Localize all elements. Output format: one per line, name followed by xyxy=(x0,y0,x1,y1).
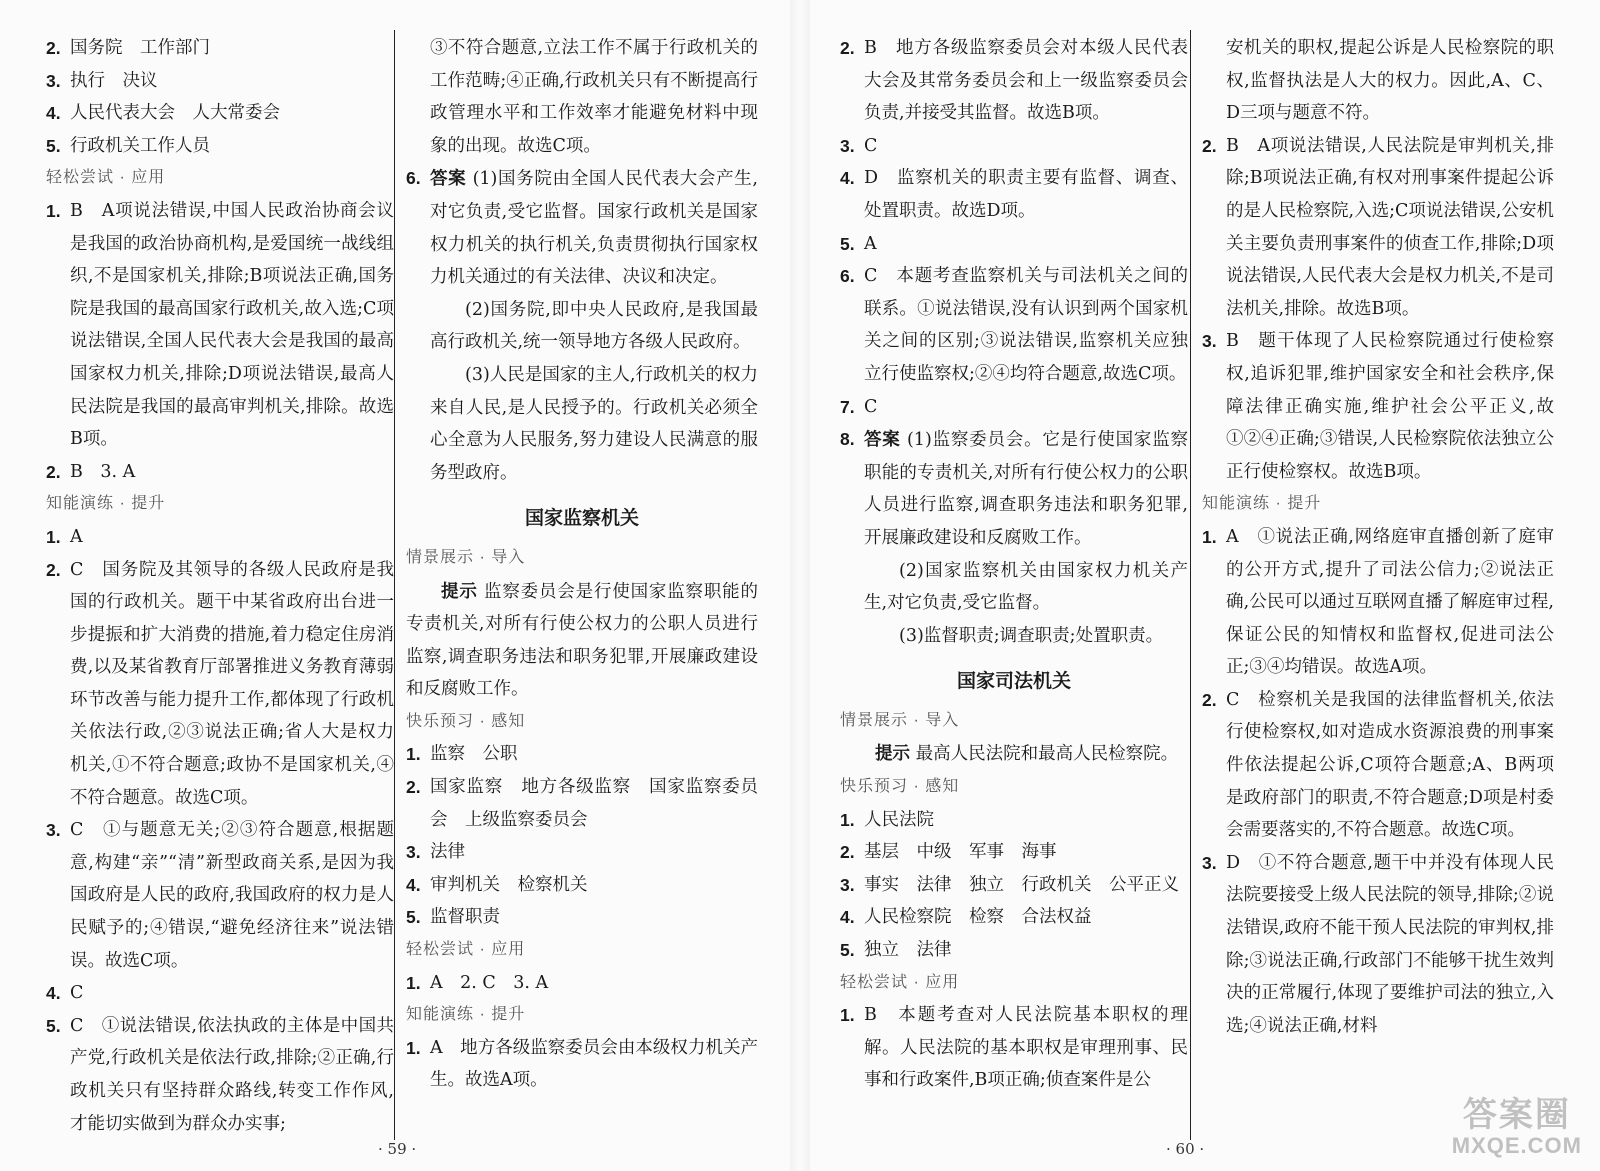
tip-label: 提示 xyxy=(441,580,478,601)
item-text: D ①不符合题意,题干中并没有体现人民法院要接受上级人民法院的领导,排除;②说法错误,政府不能干预人民法院的审判权,排除;③说法正确,行政部门不能够干扰生效判决的正常履行,体现了要维护司法的独立,入选;④说法正确,材料 xyxy=(1226,852,1554,1036)
item-number: 6. xyxy=(840,266,855,287)
item-number: 2. xyxy=(46,38,61,58)
section-label: 知能演练 · 提升 xyxy=(1202,495,1322,513)
answer-list-item xyxy=(46,554,394,815)
page-number: · 60 · xyxy=(1166,1140,1205,1158)
item-text: 监督职责 xyxy=(430,907,500,928)
section-label: 快乐预习 · 感知 xyxy=(840,778,960,796)
item-text: (1)国务院由全国人民代表大会产生,对它负责,受它监督。国家行政机关是国家权力机关的执行机关,负责贯彻执行国家权力机关通过的有关法律、决议和决定。 xyxy=(430,169,758,288)
section-label: 情景展示 · 导入 xyxy=(406,548,526,566)
column-divider xyxy=(1190,30,1191,1140)
continued-text: 安机关的职权,提起公诉是人民检察院的职权,监督执法是人大的权力。因此,A、C、D三项与题意不符。 xyxy=(1226,38,1554,124)
answer-label: 答案 xyxy=(864,429,901,450)
answer-list-item xyxy=(840,162,1188,227)
page-number: · 59 · xyxy=(378,1140,417,1158)
item-number: 1. xyxy=(406,1037,421,1058)
item-text: C ①与题意无关;②③符合题意,根据题意,构建“亲”“清”新型政商关系,是因为我国政府是人民的政府,我国政府的权力是人民赋予的;④错误,“避免经济往来”说法错误。故选C项。 xyxy=(70,820,394,971)
item-text: C xyxy=(864,135,878,156)
watermark-logo xyxy=(1452,1098,1582,1157)
answer-list-item xyxy=(840,836,1188,869)
item-text: B 地方各级监察委员会对本级人民代表大会及其常务委员会和上一级监察委员会负责,并接受其监督。故选B项。 xyxy=(864,38,1188,124)
item-text: A 2. C 3. A xyxy=(430,972,549,993)
answer-subparagraph: (2)国务院,即中央人民政府,是我国最高行政机关,统一领导地方各级人民政府。 xyxy=(430,299,758,353)
section-label: 轻松尝试 · 应用 xyxy=(46,169,166,187)
item-number: 2. xyxy=(406,777,421,798)
answer-list-item xyxy=(46,97,394,130)
item-text: C 检察机关是我国的法律监督机关,依法行使检察权,如对造成水资源浪费的刑事案件依法提起公诉,C项符合题意;A、B两项是政府部门的职责,不符合题意;D项是村委会需要落实的,不符合题意。故选C项。 xyxy=(1226,689,1554,841)
item-text: 事实 法律 独立 行政机关 公平正义 xyxy=(864,874,1179,895)
item-text: 人民代表大会 人大常委会 xyxy=(70,103,280,124)
answer-item xyxy=(406,162,758,293)
item-text: D 监察机关的职责主要有监督、调查、处置职责。故选D项。 xyxy=(864,168,1188,221)
item-number: 1. xyxy=(46,526,61,547)
answer-list-item xyxy=(840,32,1188,130)
section-label: 情景展示 · 导入 xyxy=(840,711,960,729)
item-number: 1. xyxy=(840,809,855,830)
item-number: 5. xyxy=(46,135,61,156)
answer-list-item xyxy=(406,738,758,771)
item-number: 8. xyxy=(840,429,855,450)
section-label: 快乐预习 · 感知 xyxy=(406,712,526,730)
answer-list-item xyxy=(1202,325,1554,488)
item-number: 4. xyxy=(840,907,855,928)
answer-list-item xyxy=(840,804,1188,837)
item-number: 3. xyxy=(46,70,61,91)
watermark-url: MXQE.COM xyxy=(1451,1132,1582,1158)
answer-list-item xyxy=(840,260,1188,390)
item-text: B 题干体现了人民检察院通过行使检察权,追诉犯罪,维护国家安全和社会秩序,保障法律正确实施,维护社会公平正义,故①②④正确;③错误,人民检察院依法独立公正行使检察权。故选B项。 xyxy=(1226,331,1554,482)
item-text: 国务院 工作部门 xyxy=(70,38,210,58)
item-text: 基层 中级 军事 海事 xyxy=(864,842,1057,863)
answer-list-item xyxy=(46,814,394,977)
item-text: 行政机关工作人员 xyxy=(70,135,210,156)
answer-list-item xyxy=(1202,684,1554,847)
lesson-heading: 国家司法机关 xyxy=(956,671,1071,693)
item-number: 4. xyxy=(406,874,421,895)
item-number: 4. xyxy=(46,103,61,124)
tip-label: 提示 xyxy=(875,743,910,764)
item-text: A ①说法正确,网络庭审直播创新了庭审的公开方式,提升了司法公信力;②说法正确,公民可以通过互联网直播了解庭审过程,保证公民的知情权和监督权,促进司法公正;③④均错误。故选A项。 xyxy=(1226,526,1554,678)
answer-list-item xyxy=(1202,521,1554,684)
right-page-column-1 xyxy=(840,32,1188,1097)
item-number: 1. xyxy=(406,744,421,765)
item-text: C xyxy=(864,396,878,417)
answer-list-item xyxy=(406,1032,758,1097)
column-divider xyxy=(394,30,395,1140)
page-gutter xyxy=(790,0,810,1171)
watermark-text: 答案圈 xyxy=(1462,1096,1571,1135)
answer-list-item xyxy=(46,130,394,163)
answer-list-item xyxy=(46,195,394,456)
item-text: C xyxy=(70,983,84,1004)
section-label: 轻松尝试 · 应用 xyxy=(406,941,526,959)
item-text: C 国务院及其领导的各级人民政府是我国的行政机关。题干中某省政府出台进一步提振和扩大消费的措施,着力稳定住房消费,以及某省教育厅部署推进义务教育薄弱环节改善与能力提升工作,都体现了行政机关依法行政,②③说法正确;省人大是权力机关,①不符合题意;政协不是国家机关,④不符合题意。故选C项。 xyxy=(70,559,394,808)
item-text: 审判机关 检察机关 xyxy=(430,874,588,895)
item-text: B A项说法错误,人民法院是审判机关,排除;B项说法正确,有权对刑事案件提起公诉的是人民检察院,入选;C项说法错误,公安机关主要负责刑事案件的侦查工作,排除;D项说法错误,人民代表大会是权力机关,不是司法机关,排除。故选B项。 xyxy=(1226,135,1554,319)
answer-list-item xyxy=(840,228,1188,261)
item-text: 监察 公职 xyxy=(430,744,518,765)
item-number: 2. xyxy=(1202,135,1217,156)
item-text: A 地方各级监察委员会由本级权力机关产生。故选A项。 xyxy=(430,1037,758,1091)
tip-paragraph xyxy=(840,737,1188,771)
answer-label: 答案 xyxy=(430,168,467,189)
answer-list-item xyxy=(406,869,758,902)
left-page xyxy=(0,0,790,1171)
item-number: 3. xyxy=(840,874,855,895)
item-number: 5. xyxy=(840,940,855,961)
item-number: 2. xyxy=(46,461,61,482)
item-text: 独立 法律 xyxy=(864,940,952,961)
answer-list-item xyxy=(840,869,1188,902)
answer-list-item xyxy=(46,456,394,489)
item-text: (1)监察委员会。它是行使国家监察职能的专责机关,对所有行使公权力的公职人员进行监察,调查职务违法和职务犯罪,开展廉政建设和反腐败工作。 xyxy=(864,430,1188,548)
answer-subparagraph: (3)监督职责;调查职责;处置职责。 xyxy=(899,625,1164,646)
item-number: 4. xyxy=(46,983,61,1004)
item-text: 人民检察院 检察 合法权益 xyxy=(864,907,1092,928)
item-number: 2. xyxy=(1202,689,1217,710)
answer-subparagraph: (2)国家监察机关由国家权力机关产生,对它负责,受它监督。 xyxy=(864,560,1188,614)
item-number: 1. xyxy=(406,972,421,993)
left-page-column-2 xyxy=(406,32,758,1097)
item-text: 执行 决议 xyxy=(70,70,158,91)
tip-text: 最高人民法院和最高人民检察院。 xyxy=(915,744,1179,765)
tip-paragraph xyxy=(406,575,758,706)
item-number: 2. xyxy=(840,38,855,58)
item-text: 法律 xyxy=(430,842,465,863)
item-number: 2. xyxy=(840,842,855,863)
right-page-column-2 xyxy=(1202,32,1554,1042)
left-page-column-1 xyxy=(46,32,394,1140)
lesson-heading: 国家监察机关 xyxy=(524,508,639,530)
item-number: 3. xyxy=(406,842,421,863)
item-number: 3. xyxy=(1202,331,1217,352)
answer-list-item xyxy=(406,901,758,934)
item-number: 5. xyxy=(840,233,855,254)
continued-text: ③不符合题意,立法工作不属于行政机关的工作范畴;④正确,行政机关只有不断提高行政管理水平和工作效率才能避免材料中现象的出现。故选C项。 xyxy=(430,38,758,156)
item-text: B A项说法错误,中国人民政治协商会议是我国的政治协商机构,是爱国统一战线组织,不是国家机关,排除;B项说法正确,国务院是我国的最高国家行政机关,故入选;C项说法错误,全国人民代表大会是我国的最高国家权力机关,排除;D项说法错误,最高人民法院是我国的最高审判机关,排除。故选B项。 xyxy=(70,200,394,450)
section-label: 轻松尝试 · 应用 xyxy=(840,973,960,991)
item-text: C ①说法错误,依法执政的主体是中国共产党,行政机关是依法行政,排除;②正确,行政机关只有坚持群众路线,转变工作作风,才能切实做到为群众办实事; xyxy=(70,1015,394,1134)
item-text: B 本题考查对人民法院基本职权的理解。人民法院的基本职权是审理刑事、民事和行政案件,B项正确;侦查案件是公 xyxy=(864,1005,1188,1091)
item-text: A xyxy=(864,233,877,254)
answer-list-item xyxy=(1202,847,1554,1043)
item-text: C 本题考查监察机关与司法机关之间的联系。①说法错误,没有认识到两个国家机关之间的区别;③说法错误,监察机关应独立行使监察权;②④均符合题意,故选C项。 xyxy=(864,266,1188,384)
answer-list-item xyxy=(840,391,1188,424)
item-number: 4. xyxy=(840,168,855,189)
answer-list-item xyxy=(840,999,1188,1097)
answer-item xyxy=(840,423,1188,554)
answer-list-item xyxy=(46,977,394,1010)
item-text: A xyxy=(70,526,83,547)
answer-list-item xyxy=(406,836,758,869)
item-text: 国家监察 地方各级监察 国家监察委员会 上级监察委员会 xyxy=(430,777,758,830)
item-number: 3. xyxy=(46,820,61,841)
answer-list-item xyxy=(46,32,394,65)
answer-list-item xyxy=(46,521,394,554)
item-number: 5. xyxy=(406,907,421,928)
item-text: B 3. A xyxy=(70,461,136,482)
answer-list-item xyxy=(46,1010,394,1140)
item-number: 5. xyxy=(46,1015,61,1036)
answer-list-item xyxy=(406,967,758,1000)
item-number: 1. xyxy=(46,200,61,221)
item-number: 7. xyxy=(840,396,855,417)
answer-list-item xyxy=(46,65,394,98)
item-number: 3. xyxy=(1202,852,1217,873)
answer-list-item xyxy=(1202,130,1554,326)
answer-list-item xyxy=(840,130,1188,163)
answer-list-item xyxy=(406,771,758,836)
item-number: 1. xyxy=(840,1005,855,1026)
right-page xyxy=(810,0,1600,1171)
section-label: 知能演练 · 提升 xyxy=(46,495,166,513)
answer-list-item xyxy=(840,901,1188,934)
item-text: 人民法院 xyxy=(864,809,934,830)
item-number: 1. xyxy=(1202,526,1217,547)
answer-list-item xyxy=(840,934,1188,967)
answer-subparagraph: (3)人民是国家的主人,行政机关的权力来自人民,是人民授予的。行政机关必须全心全意为人民服务,努力建设人民满意的服务型政府。 xyxy=(430,364,758,483)
item-number: 3. xyxy=(840,135,855,156)
section-label: 知能演练 · 提升 xyxy=(406,1006,526,1024)
tip-text: 监察委员会是行使国家监察职能的专责机关,对所有行使公权力的公职人员进行监察,调查职务违法和职务犯罪,开展廉政建设和反腐败工作。 xyxy=(406,581,758,700)
item-number: 6. xyxy=(406,168,421,189)
item-number: 2. xyxy=(46,559,61,580)
